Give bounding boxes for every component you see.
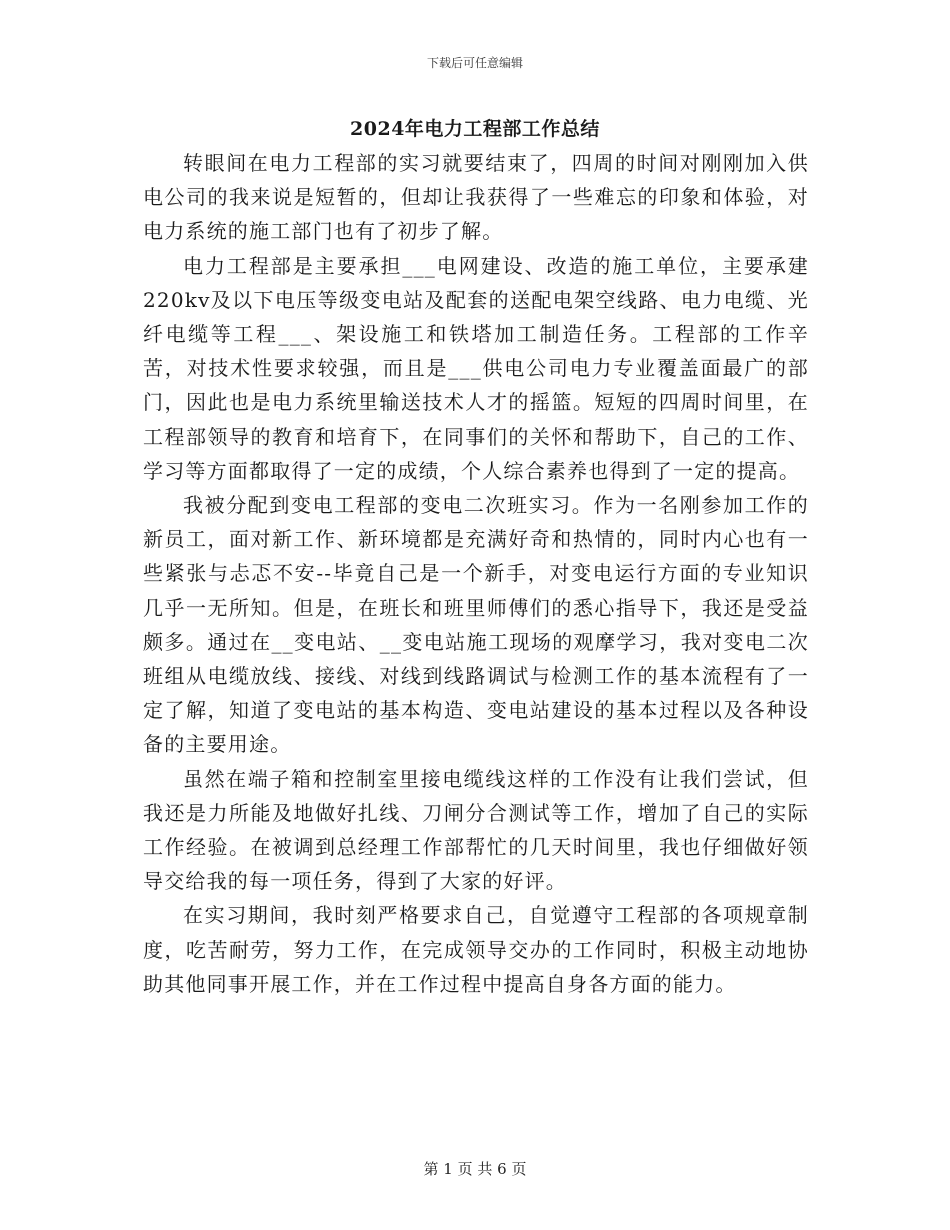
paragraph-intro: 转眼间在电力工程部的实习就要结束了，四周的时间对刚刚加入供电公司的我来说是短暂的，但却让我获得了一些难忘的印象和体验，对电力系统的施工部门也有了初步了解。 [143,151,809,244]
paragraph-assignment: 我被分配到变电工程部的变电二次班实习。作为一名刚参加工作的新员工，面对新工作、新环境都是充满好奇和热情的，同时内心也有一些紧张与忐忑不安--毕竟自己是一个新手，对变电运行方面的专业知识几乎一无所知。但是，在班长和班里师傅们的悉心指导下，我还是受益颇多。通过在__变电站、__变电站施工现场的观摩学习，我对变电二次班组从电缆放线、接线、对线到线路调试与检测工作的基本流程有了一定了解，知道了变电站的基本构造、变电站建设的基本过程以及各种设备的主要用途。 [143,493,809,757]
paragraph-conduct: 在实习期间，我时刻严格要求自己，自觉遵守工程部的各项规章制度，吃苦耐劳，努力工作，在完成领导交办的工作同时，积极主动地协助其他同事开展工作，并在工作过程中提高自身各方面的能力。 [143,903,809,996]
document-body [143,146,809,1001]
paragraph-practice: 虽然在端子箱和控制室里接电缆线这样的工作没有让我们尝试，但我还是力所能及地做好扎线、刀闸分合测试等工作，增加了自己的实际工作经验。在被调到总经理工作部帮忙的几天时间里，我也仔细做好领导交给我的每一项任务，得到了大家的好评。 [143,766,809,894]
document-title: 2024年电力工程部工作总结 [350,118,600,140]
page-number: 第 1 页 共 6 页 [423,1160,527,1178]
page-header-note: 下载后可任意编辑 [426,56,523,70]
paragraph-department: 电力工程部是主要承担___电网建设、改造的施工单位，主要承建220kv及以下电压等级变电站及配套的送配电架空线路、电力电缆、光纤电缆等工程___、架设施工和铁塔加工制造任务。工程部的工作辛苦，对技术性要求较强，而且是___供电公司电力专业覆盖面最广的部门，因此也是电力系统里输送技术人才的摇篮。短短的四周时间里，在工程部领导的教育和培育下，在同事们的关怀和帮助下，自己的工作、学习等方面都取得了一定的成绩，个人综合素养也得到了一定的提高。 [143,253,809,483]
